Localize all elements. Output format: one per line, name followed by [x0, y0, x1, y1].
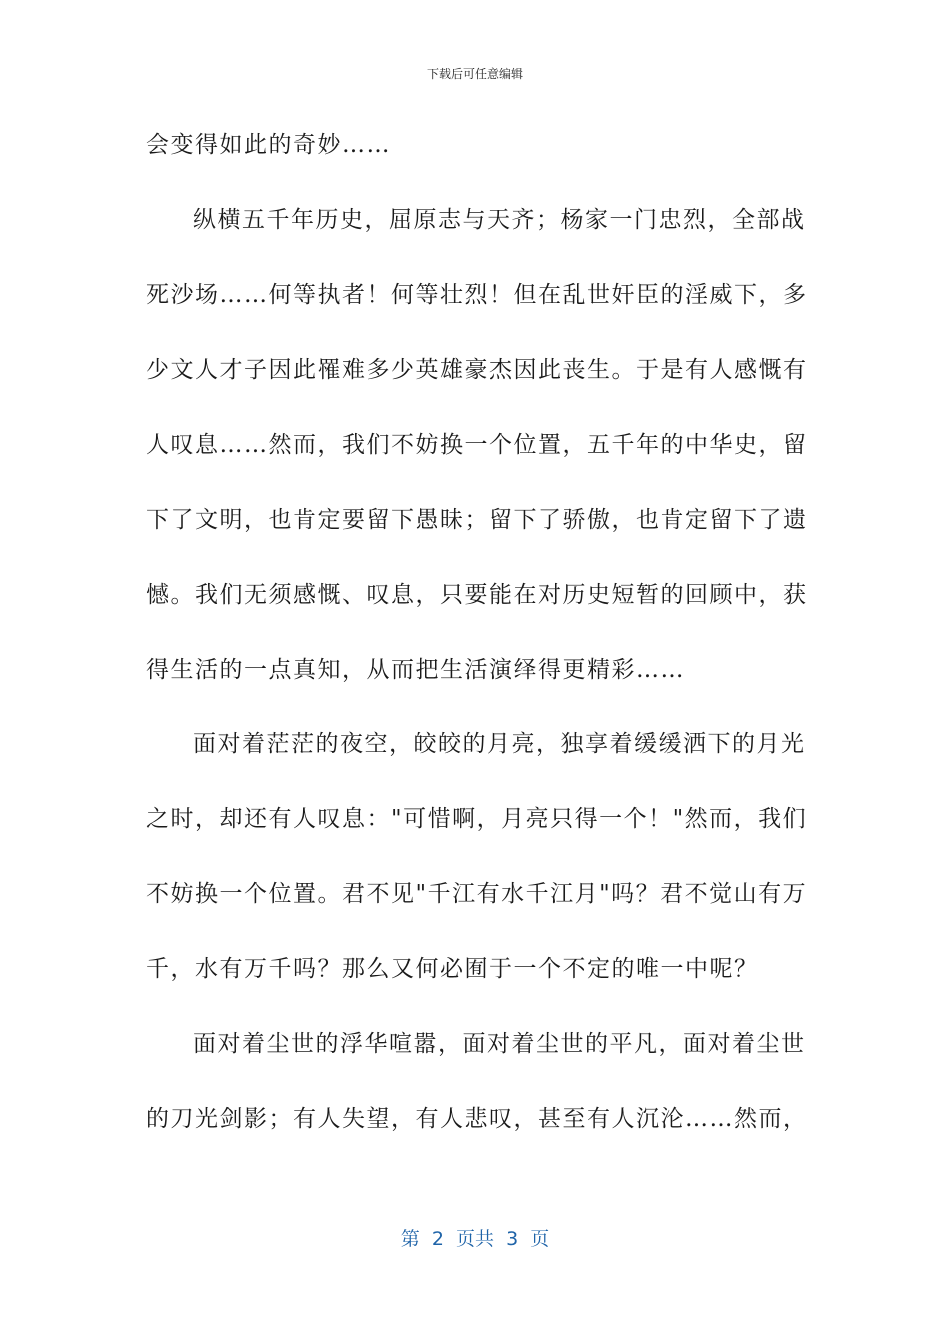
text-line: 的刀光剑影；有人失望，有人悲叹，甚至有人沉沦……然而， [146, 1106, 808, 1132]
text-line: 纵横五千年历史，屈原志与天齐；杨家一门忠烈，全部战 [193, 207, 806, 233]
text-line: 面对着茫茫的夜空，皎皎的月亮，独享着缓缓洒下的月光 [193, 731, 806, 757]
text-line: 死沙场……何等执者！何等壮烈！但在乱世奸臣的淫威下，多 [146, 282, 808, 308]
text-line: 下了文明，也肯定要留下愚昧；留下了骄傲，也肯定留下了遗 [146, 507, 808, 533]
text-line: 人叹息……然而，我们不妨换一个位置，五千年的中华史，留 [146, 432, 808, 458]
text-line: 不妨换一个位置。君不见"千江有水千江月"吗？君不觉山有万 [146, 881, 808, 907]
header-note: 下载后可任意编辑 [426, 67, 523, 81]
text-line: 少文人才子因此罹难多少英雄豪杰因此丧生。于是有人感慨有 [146, 357, 808, 383]
text-line: 会变得如此的奇妙…… [146, 132, 391, 158]
page-number: 第 2 页共 3 页 [400, 1228, 550, 1250]
text-line: 面对着尘世的浮华喧嚣，面对着尘世的平凡，面对着尘世 [193, 1031, 806, 1057]
text-line: 得生活的一点真知，从而把生活演绎得更精彩…… [146, 657, 685, 683]
text-line: 之时，却还有人叹息："可惜啊，月亮只得一个！"然而，我们 [146, 806, 808, 832]
text-line: 千，水有万千吗？那么又何必囿于一个不定的唯一中呢？ [146, 956, 759, 982]
text-line: 憾。我们无须感慨、叹息，只要能在对历史短暂的回顾中，获 [146, 582, 808, 608]
